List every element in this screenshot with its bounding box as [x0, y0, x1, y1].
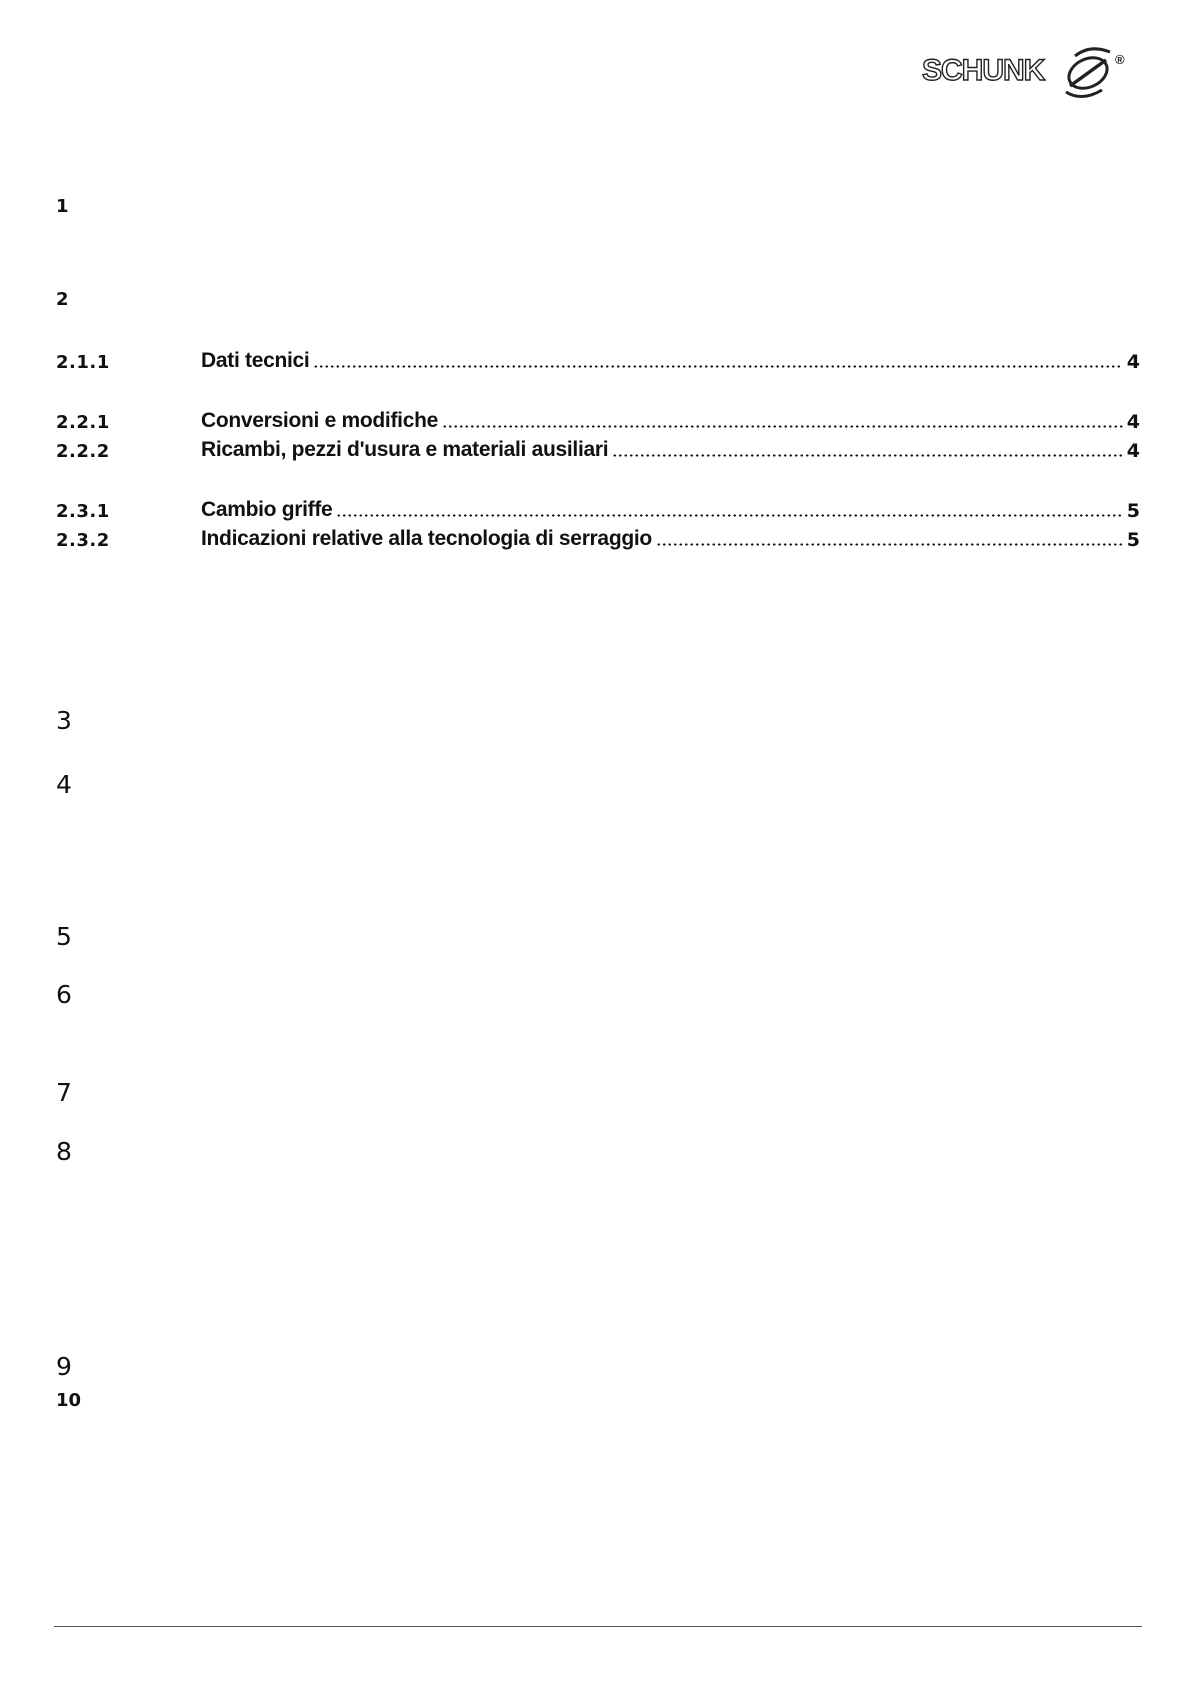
toc-dot-leader: [442, 425, 1123, 428]
toc-entry-page: 4: [1126, 440, 1140, 462]
section-number-9: 9: [56, 1352, 72, 1381]
toc-entry-number: 2.2.2: [56, 441, 110, 462]
footer-divider: [54, 1626, 1142, 1627]
toc-dot-leader: [313, 365, 1122, 368]
toc-entry[interactable]: [56, 403, 1140, 433]
toc-entry[interactable]: [56, 432, 1140, 462]
toc-entry[interactable]: [56, 343, 1140, 373]
schunk-logo-graphic: [920, 40, 1132, 102]
toc-entry-page: 5: [1126, 500, 1140, 522]
toc-entry-number: 2.1.1: [56, 352, 110, 373]
toc-dot-leader: [336, 514, 1122, 517]
toc-entry-title: Dati tecnici: [201, 349, 310, 372]
section-number-10: 10: [56, 1390, 82, 1411]
toc-entry[interactable]: [56, 521, 1140, 551]
toc-dot-leader: [656, 543, 1123, 546]
toc-entry-title: Indicazioni relative alla tecnologia di serraggio: [201, 527, 652, 550]
section-number-4: 4: [56, 770, 72, 799]
toc-entry-page: 4: [1126, 411, 1140, 433]
toc-entry-page: 5: [1126, 529, 1140, 551]
toc-entry-title: Cambio griffe: [201, 498, 333, 521]
section-number-5: 5: [56, 922, 72, 951]
section-number-6: 6: [56, 980, 72, 1009]
toc-entry-number: 2.2.1: [56, 412, 110, 433]
toc-entry-number: 2.3.2: [56, 530, 110, 551]
section-number-2: 2: [56, 289, 69, 310]
logo-wordmark: SCHUNK: [922, 54, 1045, 87]
toc-entry-number: 2.3.1: [56, 501, 110, 522]
schunk-logo: [920, 40, 1132, 102]
section-number-3: 3: [56, 706, 72, 735]
toc-dot-leader: [612, 454, 1122, 457]
toc-entry-title: Conversioni e modifiche: [201, 409, 438, 432]
gripper-mark-icon: [1064, 49, 1112, 97]
section-number-7: 7: [56, 1078, 72, 1107]
section-number-8: 8: [56, 1137, 72, 1166]
toc-entry-title: Ricambi, pezzi d'usura e materiali ausiliari: [201, 438, 609, 461]
section-number-1: 1: [56, 196, 69, 217]
toc-entry[interactable]: [56, 492, 1140, 522]
toc-entry-page: 4: [1126, 351, 1140, 373]
registered-mark: ®: [1115, 52, 1125, 67]
